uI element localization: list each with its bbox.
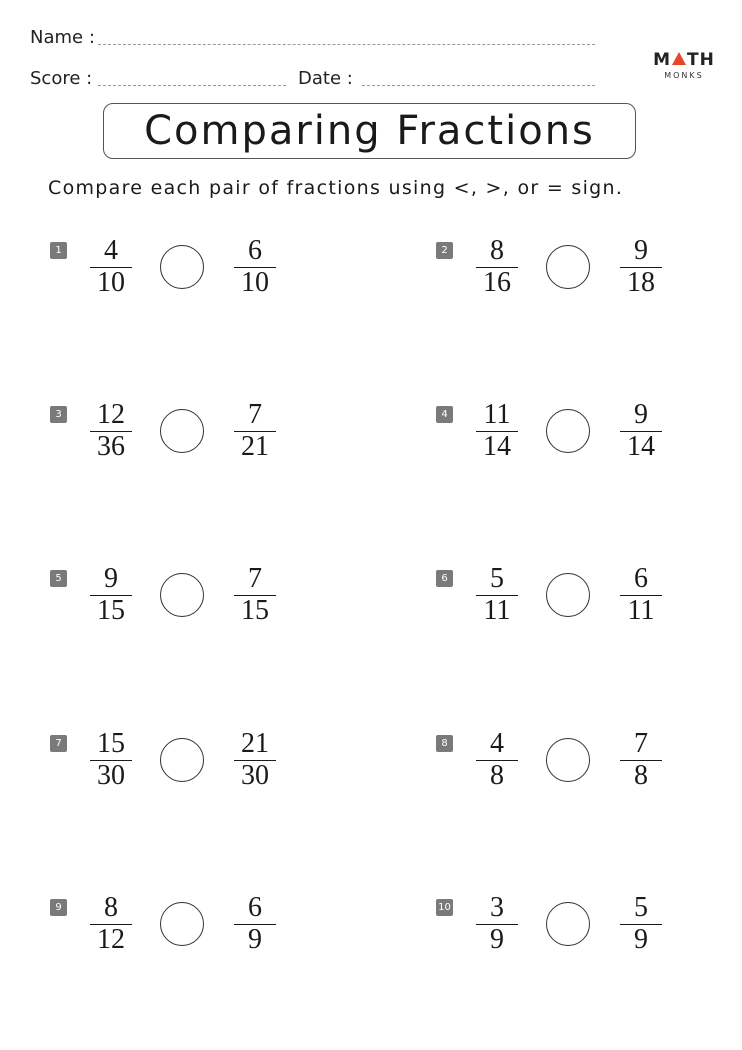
problem-6	[436, 563, 736, 640]
problem-number-badge: 8	[436, 735, 453, 752]
numerator: 4	[104, 235, 118, 266]
answer-circle[interactable]	[160, 902, 204, 946]
problem-9	[50, 892, 350, 969]
denominator: 10	[241, 267, 269, 298]
answer-circle[interactable]	[546, 902, 590, 946]
numerator: 7	[248, 399, 262, 430]
instructions: Compare each pair of fractions using <, >, or = sign.	[48, 177, 624, 199]
numerator: 21	[241, 728, 269, 759]
denominator: 9	[248, 924, 262, 955]
right-fraction	[618, 236, 664, 298]
left-fraction	[88, 400, 134, 462]
right-fraction	[232, 893, 278, 955]
name-field[interactable]	[98, 44, 595, 45]
problem-number-badge: 4	[436, 406, 453, 423]
left-fraction	[474, 729, 520, 791]
numerator: 11	[483, 399, 511, 430]
math-monks-logo	[652, 52, 716, 80]
title-box	[103, 103, 636, 159]
numerator: 9	[634, 235, 648, 266]
denominator: 11	[627, 595, 655, 626]
numerator: 15	[97, 728, 125, 759]
denominator: 15	[241, 595, 269, 626]
numerator: 8	[490, 235, 504, 266]
problem-number-badge: 1	[50, 242, 67, 259]
numerator: 9	[634, 399, 648, 430]
numerator: 9	[104, 563, 118, 594]
numerator: 6	[248, 892, 262, 923]
right-fraction	[618, 564, 664, 626]
numerator: 8	[104, 892, 118, 923]
right-fraction	[232, 564, 278, 626]
logo-th: TH	[687, 50, 715, 70]
answer-circle[interactable]	[160, 738, 204, 782]
problem-10	[436, 892, 736, 969]
date-label: Date :	[298, 68, 353, 89]
problem-4	[436, 399, 736, 476]
problem-number-badge: 7	[50, 735, 67, 752]
numerator: 7	[248, 563, 262, 594]
left-fraction	[88, 564, 134, 626]
left-fraction	[474, 236, 520, 298]
denominator: 9	[634, 924, 648, 955]
right-fraction	[618, 729, 664, 791]
answer-circle[interactable]	[546, 738, 590, 782]
logo-m: M	[653, 50, 672, 70]
denominator: 14	[627, 431, 655, 462]
numerator: 6	[248, 235, 262, 266]
left-fraction	[474, 564, 520, 626]
problem-8	[436, 728, 736, 805]
answer-circle[interactable]	[160, 409, 204, 453]
numerator: 5	[634, 892, 648, 923]
numerator: 12	[97, 399, 125, 430]
left-fraction	[88, 729, 134, 791]
date-field[interactable]	[362, 85, 595, 86]
problem-3	[50, 399, 350, 476]
denominator: 36	[97, 431, 125, 462]
answer-circle[interactable]	[546, 409, 590, 453]
problem-1	[50, 235, 350, 312]
problem-5	[50, 563, 350, 640]
answer-circle[interactable]	[160, 573, 204, 617]
problem-2	[436, 235, 736, 312]
right-fraction	[618, 893, 664, 955]
denominator: 21	[241, 431, 269, 462]
score-field[interactable]	[98, 85, 286, 86]
left-fraction	[474, 893, 520, 955]
answer-circle[interactable]	[546, 573, 590, 617]
right-fraction	[618, 400, 664, 462]
denominator: 30	[241, 760, 269, 791]
denominator: 18	[627, 267, 655, 298]
denominator: 14	[483, 431, 511, 462]
problem-number-badge: 9	[50, 899, 67, 916]
denominator: 8	[634, 760, 648, 791]
numerator: 3	[490, 892, 504, 923]
denominator: 15	[97, 595, 125, 626]
right-fraction	[232, 400, 278, 462]
left-fraction	[88, 893, 134, 955]
page-title: Comparing Fractions	[144, 108, 595, 154]
logo-subtitle: MONKS	[664, 71, 704, 80]
score-label: Score :	[30, 68, 93, 89]
right-fraction	[232, 236, 278, 298]
denominator: 16	[483, 267, 511, 298]
left-fraction	[474, 400, 520, 462]
numerator: 6	[634, 563, 648, 594]
answer-circle[interactable]	[160, 245, 204, 289]
problem-7	[50, 728, 350, 805]
numerator: 7	[634, 728, 648, 759]
right-fraction	[232, 729, 278, 791]
problem-number-badge: 5	[50, 570, 67, 587]
numerator: 5	[490, 563, 504, 594]
denominator: 30	[97, 760, 125, 791]
denominator: 11	[483, 595, 511, 626]
problem-number-badge: 10	[436, 899, 453, 916]
problem-number-badge: 2	[436, 242, 453, 259]
triangle-icon	[672, 52, 686, 65]
name-label: Name :	[30, 27, 95, 48]
denominator: 10	[97, 267, 125, 298]
numerator: 4	[490, 728, 504, 759]
problem-number-badge: 6	[436, 570, 453, 587]
denominator: 9	[490, 924, 504, 955]
denominator: 12	[97, 924, 125, 955]
left-fraction	[88, 236, 134, 298]
denominator: 8	[490, 760, 504, 791]
problem-number-badge: 3	[50, 406, 67, 423]
logo-wordmark	[652, 52, 716, 69]
answer-circle[interactable]	[546, 245, 590, 289]
